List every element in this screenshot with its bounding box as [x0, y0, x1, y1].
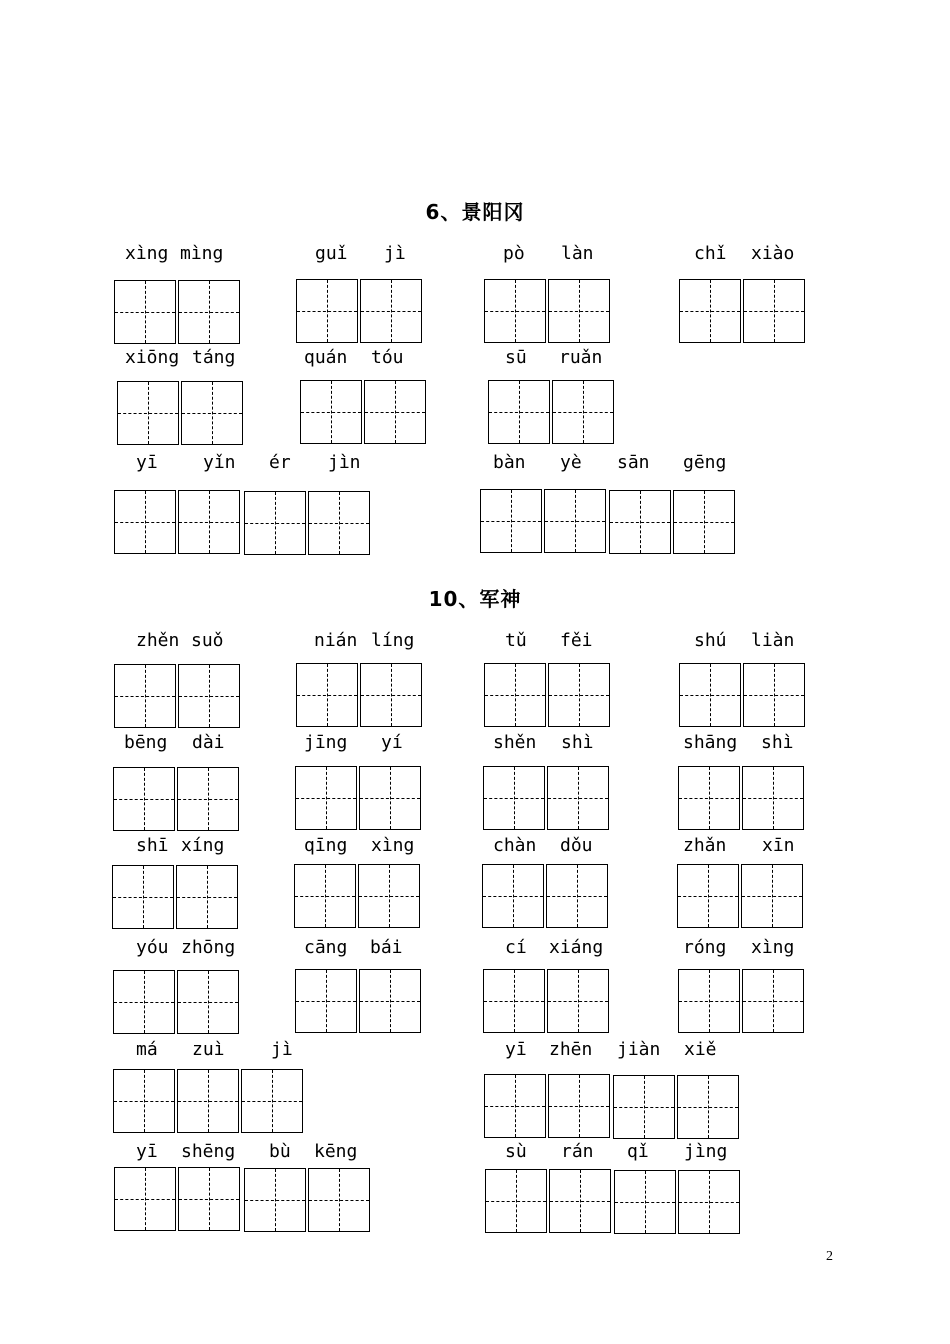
pinyin-syllable: bàn — [493, 452, 526, 473]
tianzige-writing-box[interactable] — [177, 1069, 239, 1133]
section-title: 10、军神 — [428, 587, 522, 611]
tianzige-writing-box[interactable] — [117, 381, 179, 445]
pinyin-syllable: jīng — [304, 732, 348, 753]
tianzige-writing-box[interactable] — [358, 864, 420, 928]
tianzige-writing-box[interactable] — [113, 970, 175, 1034]
pinyin-syllable: chǐ — [694, 243, 727, 264]
tianzige-writing-box[interactable] — [360, 279, 422, 343]
pinyin-syllable: bēng — [124, 732, 168, 753]
pinyin-syllable: xiáng — [549, 937, 604, 958]
tianzige-writing-box[interactable] — [678, 766, 740, 830]
section-title: 6、景阳冈 — [425, 200, 525, 224]
tianzige-writing-box[interactable] — [677, 1075, 739, 1139]
tianzige-writing-box[interactable] — [359, 969, 421, 1033]
tianzige-writing-box[interactable] — [308, 491, 370, 555]
pinyin-syllable: guǐ — [315, 243, 348, 264]
tianzige-writing-box[interactable] — [359, 766, 421, 830]
pinyin-syllable: tóu — [371, 347, 404, 368]
pinyin-syllable: nián — [314, 630, 358, 651]
pinyin-syllable: zhōng — [181, 937, 236, 958]
tianzige-writing-box[interactable] — [114, 490, 176, 554]
pinyin-syllable: suǒ — [191, 630, 224, 651]
pinyin-syllable: yǐn — [203, 452, 236, 473]
tianzige-writing-box[interactable] — [364, 380, 426, 444]
pinyin-syllable: sū — [505, 347, 527, 368]
pinyin-syllable: kēng — [314, 1141, 358, 1162]
pinyin-syllable: zhēn — [549, 1039, 593, 1060]
tianzige-writing-box[interactable] — [360, 663, 422, 727]
pinyin-syllable: zhǎn — [683, 835, 727, 856]
tianzige-writing-box[interactable] — [295, 766, 357, 830]
tianzige-writing-box[interactable] — [613, 1075, 675, 1139]
tianzige-writing-box[interactable] — [614, 1170, 676, 1234]
pinyin-syllable: xíng — [181, 835, 225, 856]
pinyin-syllable: shì — [761, 732, 794, 753]
tianzige-writing-box[interactable] — [678, 1170, 740, 1234]
tianzige-writing-box[interactable] — [743, 663, 805, 727]
pinyin-syllable: pò — [503, 243, 525, 264]
tianzige-writing-box[interactable] — [482, 864, 544, 928]
tianzige-writing-box[interactable] — [296, 663, 358, 727]
pinyin-syllable: xiě — [684, 1039, 717, 1060]
pinyin-syllable: yī — [136, 1141, 158, 1162]
pinyin-syllable: yè — [560, 452, 582, 473]
pinyin-syllable: qǐ — [627, 1141, 649, 1162]
tianzige-writing-box[interactable] — [113, 1069, 175, 1133]
tianzige-writing-box[interactable] — [483, 969, 545, 1033]
tianzige-writing-box[interactable] — [484, 279, 546, 343]
pinyin-syllable: qīng — [304, 835, 348, 856]
tianzige-writing-box[interactable] — [547, 766, 609, 830]
tianzige-writing-box[interactable] — [294, 864, 356, 928]
pinyin-syllable: cāng — [304, 937, 348, 958]
page-number: 2 — [826, 1249, 833, 1264]
pinyin-syllable: bù — [269, 1141, 291, 1162]
tianzige-writing-box[interactable] — [176, 865, 238, 929]
pinyin-syllable: jì — [271, 1039, 293, 1060]
pinyin-syllable: shú — [694, 630, 727, 651]
pinyin-syllable: yóu — [136, 937, 169, 958]
pinyin-syllable: xìng — [371, 835, 415, 856]
tianzige-writing-box[interactable] — [177, 767, 239, 831]
pinyin-syllable: zuì — [192, 1039, 225, 1060]
pinyin-syllable: shěn — [493, 732, 537, 753]
pinyin-syllable: jiàn — [617, 1039, 661, 1060]
pinyin-syllable: líng — [371, 630, 415, 651]
tianzige-writing-box[interactable] — [485, 1169, 547, 1233]
pinyin-syllable: ruǎn — [559, 347, 603, 368]
pinyin-syllable: má — [136, 1039, 158, 1060]
pinyin-syllable: dǒu — [560, 835, 593, 856]
tianzige-writing-box[interactable] — [244, 1168, 306, 1232]
tianzige-writing-box[interactable] — [677, 864, 739, 928]
tianzige-writing-box[interactable] — [546, 864, 608, 928]
pinyin-syllable: xìng — [125, 243, 169, 264]
tianzige-writing-box[interactable] — [178, 1167, 240, 1231]
tianzige-writing-box[interactable] — [488, 380, 550, 444]
tianzige-writing-box[interactable] — [544, 489, 606, 553]
pinyin-syllable: cí — [505, 937, 527, 958]
tianzige-writing-box[interactable] — [113, 767, 175, 831]
tianzige-writing-box[interactable] — [742, 766, 804, 830]
tianzige-writing-box[interactable] — [679, 279, 741, 343]
tianzige-writing-box[interactable] — [547, 969, 609, 1033]
tianzige-writing-box[interactable] — [548, 1074, 610, 1138]
pinyin-syllable: yí — [381, 732, 403, 753]
pinyin-syllable: yī — [505, 1039, 527, 1060]
tianzige-writing-box[interactable] — [308, 1168, 370, 1232]
pinyin-syllable: rán — [561, 1141, 594, 1162]
tianzige-writing-box[interactable] — [743, 279, 805, 343]
tianzige-writing-box[interactable] — [244, 491, 306, 555]
pinyin-syllable: dài — [192, 732, 225, 753]
tianzige-writing-box[interactable] — [296, 279, 358, 343]
pinyin-syllable: chàn — [493, 835, 537, 856]
tianzige-writing-box[interactable] — [549, 1169, 611, 1233]
tianzige-writing-box[interactable] — [678, 969, 740, 1033]
pinyin-syllable: yī — [136, 452, 158, 473]
pinyin-syllable: liàn — [751, 630, 795, 651]
tianzige-writing-box[interactable] — [548, 663, 610, 727]
tianzige-writing-box[interactable] — [178, 490, 240, 554]
pinyin-syllable: shāng — [683, 732, 738, 753]
pinyin-syllable: xiōng — [125, 347, 180, 368]
pinyin-syllable: xīn — [762, 835, 795, 856]
tianzige-writing-box[interactable] — [673, 490, 735, 554]
tianzige-writing-box[interactable] — [295, 969, 357, 1033]
pinyin-syllable: róng — [683, 937, 727, 958]
pinyin-syllable: sù — [505, 1141, 527, 1162]
tianzige-writing-box[interactable] — [114, 664, 176, 728]
tianzige-writing-box[interactable] — [679, 663, 741, 727]
pinyin-syllable: gēng — [683, 452, 727, 473]
tianzige-writing-box[interactable] — [484, 663, 546, 727]
pinyin-syllable: shī — [136, 835, 169, 856]
pinyin-syllable: fěi — [560, 630, 593, 651]
tianzige-writing-box[interactable] — [241, 1069, 303, 1133]
pinyin-syllable: jìng — [684, 1141, 728, 1162]
pinyin-syllable: xìng — [751, 937, 795, 958]
pinyin-syllable: jìn — [328, 452, 361, 473]
tianzige-writing-box[interactable] — [741, 864, 803, 928]
pinyin-syllable: bái — [370, 937, 403, 958]
tianzige-writing-box[interactable] — [114, 280, 176, 344]
tianzige-writing-box[interactable] — [114, 1167, 176, 1231]
pinyin-syllable: jì — [384, 243, 406, 264]
tianzige-writing-box[interactable] — [178, 280, 240, 344]
tianzige-writing-box[interactable] — [181, 381, 243, 445]
tianzige-writing-box[interactable] — [112, 865, 174, 929]
tianzige-writing-box[interactable] — [480, 489, 542, 553]
tianzige-writing-box[interactable] — [742, 969, 804, 1033]
pinyin-syllable: táng — [192, 347, 236, 368]
pinyin-syllable: tǔ — [505, 630, 527, 651]
pinyin-syllable: làn — [561, 243, 594, 264]
tianzige-writing-box[interactable] — [177, 970, 239, 1034]
tianzige-writing-box[interactable] — [548, 279, 610, 343]
tianzige-writing-box[interactable] — [483, 766, 545, 830]
pinyin-syllable: sān — [617, 452, 650, 473]
pinyin-syllable: quán — [304, 347, 348, 368]
tianzige-writing-box[interactable] — [300, 380, 362, 444]
tianzige-writing-box[interactable] — [484, 1074, 546, 1138]
tianzige-writing-box[interactable] — [178, 664, 240, 728]
pinyin-syllable: shēng — [181, 1141, 236, 1162]
tianzige-writing-box[interactable] — [552, 380, 614, 444]
pinyin-syllable: xiào — [751, 243, 795, 264]
pinyin-syllable: zhěn — [136, 630, 180, 651]
pinyin-syllable: shì — [561, 732, 594, 753]
pinyin-syllable: mìng — [180, 243, 224, 264]
pinyin-syllable: ér — [269, 452, 291, 473]
tianzige-writing-box[interactable] — [609, 490, 671, 554]
